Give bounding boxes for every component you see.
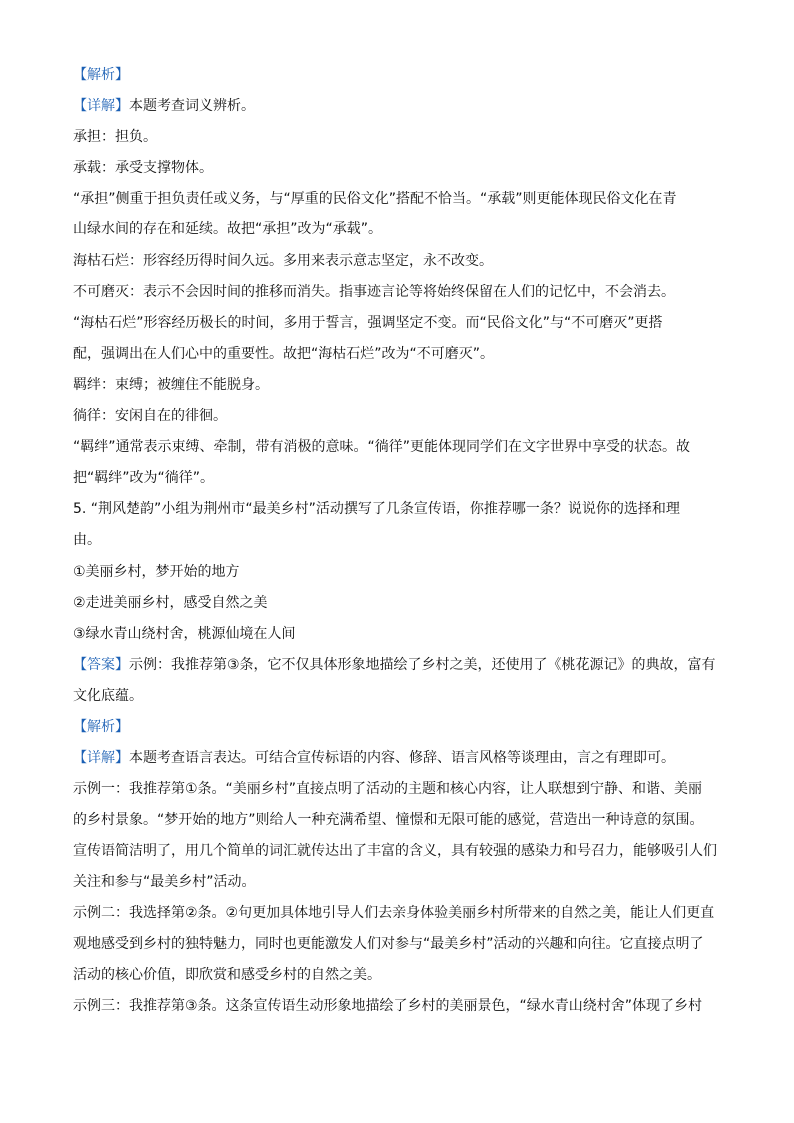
example-2-line-1: 示例二：我选择第②条。②句更加具体地引导人们去亲身体验美丽乡村所带来的自然之美，能让人们更直 [73, 905, 715, 921]
detail-text: 本题考查词义辨析。 [129, 98, 255, 114]
detail-tag: 【详解】 [73, 750, 129, 766]
example-1-line-1: 示例一：我推荐第①条。“美丽乡村”直接点明了活动的主题和核心内容，让人联想到宁静、和谐、美丽 [73, 781, 703, 797]
analysis-tag: 【解析】 [73, 67, 129, 83]
definition-changyang: 徜徉：安闲自在的徘徊。 [73, 408, 227, 424]
example-1-line-2: 的乡村景象。“梦开始的地方”则给人一种充满希望、憧憬和无限可能的感觉，营造出一种诗意的氛围。 [73, 812, 704, 828]
example-2-line-3: 活动的核心价值，即欣赏和感受乡村的自然之美。 [73, 967, 381, 983]
example-2-line-2: 观地感受到乡村的独特魅力，同时也更能激发人们对参与“最美乡村”活动的兴趣和向往。它直接点明了 [73, 936, 704, 952]
paragraph-3-line-2: 把“羁绊”改为“徜徉”。 [73, 470, 215, 486]
example-1-line-4: 关注和参与“最美乡村”活动。 [73, 874, 256, 890]
definition-bukemomie: 不可磨灭：表示不会因时间的推移而消失。指事迹言论等将始终保留在人们的记忆中，不会消去。 [73, 284, 675, 300]
question-5-line-1: 5. “荆风楚韵”小组为荆州市“最美乡村”活动撰写了几条宣传语，你推荐哪一条？说说你的选择和理 [73, 501, 680, 517]
definition-haikushilan: 海枯石烂：形容经历得时间久远。多用来表示意志坚定，永不改变。 [73, 253, 493, 269]
paragraph-1-line-1: “承担”侧重于担负责任或义务，与“厚重的民俗文化”搭配不恰当。“承载”则更能体现民俗文化在青 [73, 191, 677, 207]
option-3: ③绿水青山绕村舍，桃源仙境在人间 [73, 626, 296, 642]
paragraph-2-line-2: 配，强调出在人们心中的重要性。故把“海枯石烂”改为“不可磨灭”。 [73, 346, 495, 362]
definition-chengzai: 承载：承受支撑物体。 [73, 160, 213, 176]
detail-text: 本题考查语言表达。可结合宣传标语的内容、修辞、语言风格等谈理由，言之有理即可。 [129, 750, 675, 766]
detail-line-1 [73, 97, 723, 115]
question-5-line-2: 由。 [73, 532, 101, 548]
definition-jiban: 羁绊：束缚；被缠住不能脱身。 [73, 377, 269, 393]
example-3-line-1: 示例三：我推荐第③条。这条宣传语生动形象地描绘了乡村的美丽景色，“绿水青山绕村舍”体现了乡村 [73, 998, 703, 1014]
detail-line-2 [73, 749, 723, 767]
option-1: ①美丽乡村，梦开始的地方 [73, 564, 240, 580]
answer-line-2: 文化底蕴。 [73, 688, 143, 704]
option-2: ②走进美丽乡村，感受自然之美 [73, 595, 268, 611]
definition-chengdan: 承担：担负。 [73, 129, 157, 145]
paragraph-3-line-1: “羁绊”通常表示束缚、牵制，带有消极的意味。“徜徉”更能体现同学们在文字世界中享受的状态。故 [73, 439, 691, 455]
analysis-heading-1 [73, 66, 723, 84]
example-1-line-3: 宣传语简洁明了，用几个简单的词汇就传达出了丰富的含义，具有较强的感染力和号召力，能够吸引人们 [73, 843, 717, 859]
detail-tag: 【详解】 [73, 98, 129, 114]
analysis-heading-2 [73, 718, 723, 736]
answer-tag: 【答案】 [73, 657, 129, 673]
analysis-tag: 【解析】 [73, 719, 129, 735]
answer-text: 示例：我推荐第③条，它不仅具体形象地描绘了乡村之美，还使用了《桃花源记》的典故，富有 [129, 657, 716, 673]
paragraph-2-line-1: “海枯石烂”形容经历极长的时间，多用于誓言，强调坚定不变。而“民俗文化”与“不可磨灭”更搭 [73, 315, 663, 331]
answer-line-1 [73, 656, 723, 674]
paragraph-1-line-2: 山绿水间的存在和延续。故把“承担”改为“承载”。 [73, 221, 383, 237]
